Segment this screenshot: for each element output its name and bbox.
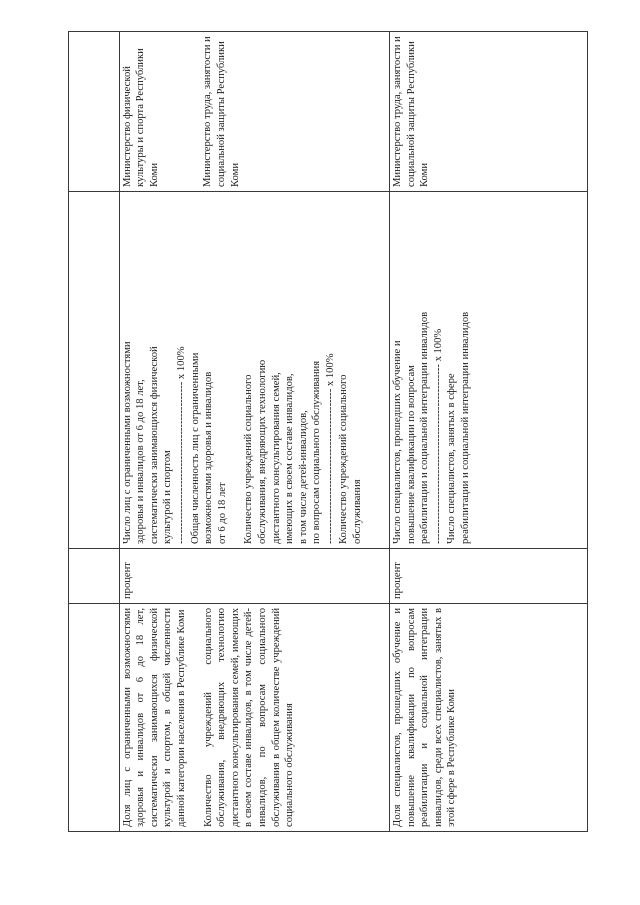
table-cell <box>69 604 120 832</box>
rotated-table-page <box>68 32 588 832</box>
table-cell <box>69 192 120 549</box>
indicator-text: Доля специалистов, прошедших обучение и повышение квалификации по вопросам реабилитации и социальной интеграции инвалидов, среди всех специалистов, занятых в этой сфере в Республике Коми <box>392 608 458 827</box>
formula-text: Количество учреждений социального обслуживания, внедряющих технологию дистантного консультирования семей, имеющих в своем составе инвалидов, в том числе детей-инвалидов, по вопросам социального обслуживания -------------------------------------------- х 100% Количество учреждений социального обслуживания <box>243 353 364 544</box>
formula-text: Число специалистов, прошедших обучение и повышение квалификации по вопросам реабилитации и социальной интеграции инвалидов --------------------------------------------------- х 100% Число специалистов, занятых в сфере реабилитации и социальной интеграции инвалидов <box>392 311 472 544</box>
responsible-text: Министерство физической культуры и спорта Республики Коми <box>121 48 160 187</box>
table-row <box>69 32 120 832</box>
unit-cell <box>119 549 390 604</box>
indicator-text: Количество учреждений социального обслуживания, внедряющих технологию дистантного консультирования семей, имеющих в своем составе инвалидов, в том числе детей-инвалидов, по вопросам социального обслуживания в общем количестве учреждений социального обслуживания <box>202 608 296 827</box>
responsible-text: Министерство труда, занятости и социальной защиты Республики Коми <box>392 36 431 187</box>
table-row <box>390 32 588 832</box>
responsible-cell <box>390 32 588 192</box>
table-row <box>119 32 390 832</box>
unit-text: процент <box>121 562 133 599</box>
responsible-text: Министерство труда, занятости и социальной защиты Республики Коми <box>202 36 241 187</box>
unit-cell <box>390 549 588 604</box>
table-cell <box>69 549 120 604</box>
indicators-table <box>68 31 588 832</box>
table-cell <box>69 32 120 192</box>
indicator-text: Доля лиц с ограниченными возможностями здоровья и инвалидов от 6 до 18 лет, систематически занимающихся физической культурой и спортом, в общей численности данной категории населения в Республике Коми <box>121 608 187 827</box>
responsible-cell <box>119 32 390 192</box>
unit-text: процент <box>392 562 404 599</box>
formula-text: Число лиц с ограниченными возможностями здоровья и инвалидов от 6 до 18 лет, систематически занимающихся физической культурой и спортом ---------------------------------------------- х 100% Общая численность лиц с ограниченными возможностями здоровья и инвалидов от 6 до 18 лет <box>121 341 228 544</box>
indicator-cell <box>390 604 588 832</box>
indicator-cell <box>119 604 390 832</box>
formula-cell <box>119 192 390 549</box>
formula-cell <box>390 192 588 549</box>
